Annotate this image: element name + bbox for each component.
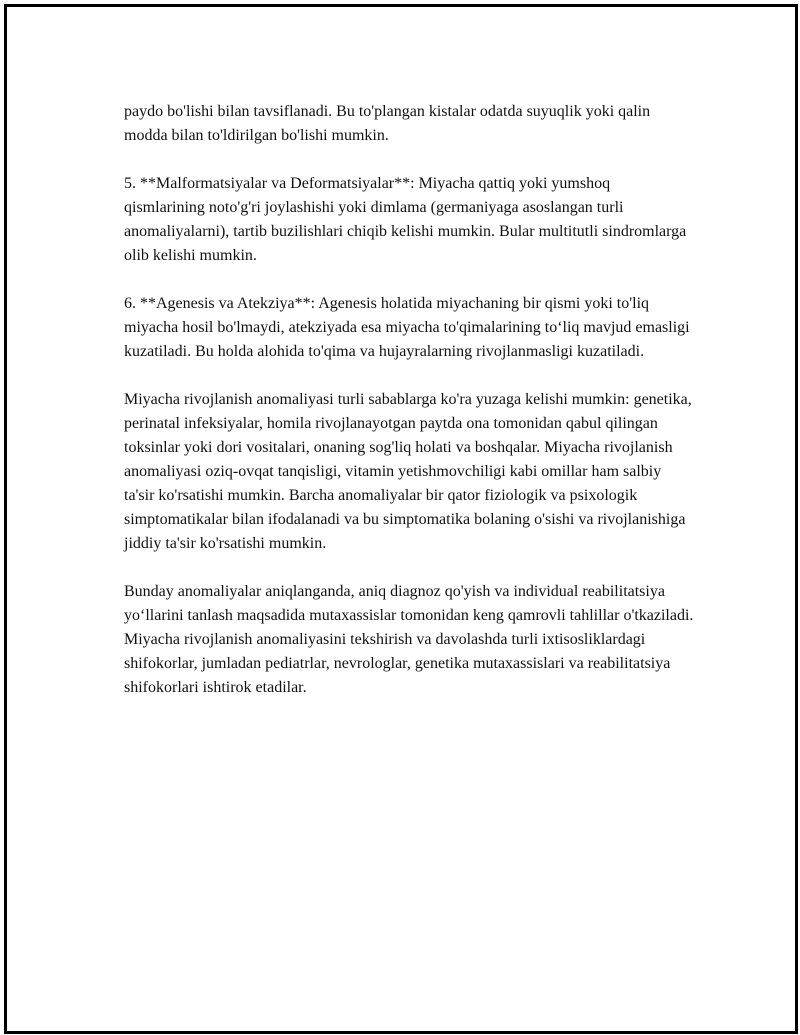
page-frame	[4, 4, 798, 1034]
paragraph-malformations: 5. **Malformatsiyalar va Deformatsiyalar**: Miyacha qattiq yoki yumshoq qismlarining noto'g'ri joylashishi yoki dimlama (germaniyaga asoslangan turli anomaliyalarni), tartib buzilishlari chiqib kelishi mumkin. Bular multitutli sindromlarga olib kelishi mumkin.	[124, 175, 687, 264]
paragraph-diagnosis: Bunday anomaliyalar aniqlanganda, aniq diagnoz qo'yish va individual reabilitatsiya yo‘llarini tanlash maqsadida mutaxassislar tomonidan keng qamrovli tahlillar o'tkaziladi. Miyacha rivojlanish anomaliyasini tekshirish va davolashda turli ixtisosliklardagi shifokorlar, jumladan pediatrlar, nevrologlar, genetika mutaxassislari va reabilitatsiya shifokorlari ishtirok etadilar.	[124, 583, 694, 696]
paragraph-cyst-description: paydo bo'lishi bilan tavsiflanadi. Bu to'plangan kistalar odatda suyuqlik yoki qalin modda bilan to'ldirilgan bo'lishi mumkin.	[124, 103, 651, 144]
page-content	[124, 100, 694, 724]
paragraph-agenesis: 6. **Agenesis va Atekziya**: Agenesis holatida miyachaning bir qismi yoki to'liq miyacha hosil bo'lmaydi, atekziyada esa miyacha to'qimalarining to‘liq mavjud emasligi kuzatiladi. Bu holda alohida to'qima va hujayralarning rivojlanmasligi kuzatiladi.	[124, 295, 690, 360]
paragraph-causes: Miyacha rivojlanish anomaliyasi turli sabablarga ko'ra yuzaga kelishi mumkin: genetika, perinatal infeksiyalar, homila rivojlanayotgan paytda ona tomonidan qabul qilingan toksinlar yoki dori vositalari, onaning sog'liq holati va boshqalar. Miyacha rivojlanish anomaliyasi oziq-ovqat tanqisligi, vitamin yetishmovchiligi kabi omillar ham salbiy ta'sir ko'rsatishi mumkin. Barcha anomaliyalar bir qator fiziologik va psixologik simptomatikalar bilan ifodalanadi va bu simptomatika bolaning o'sishi va rivojlanishiga jiddiy ta'sir ko'rsatishi mumkin.	[124, 391, 692, 552]
